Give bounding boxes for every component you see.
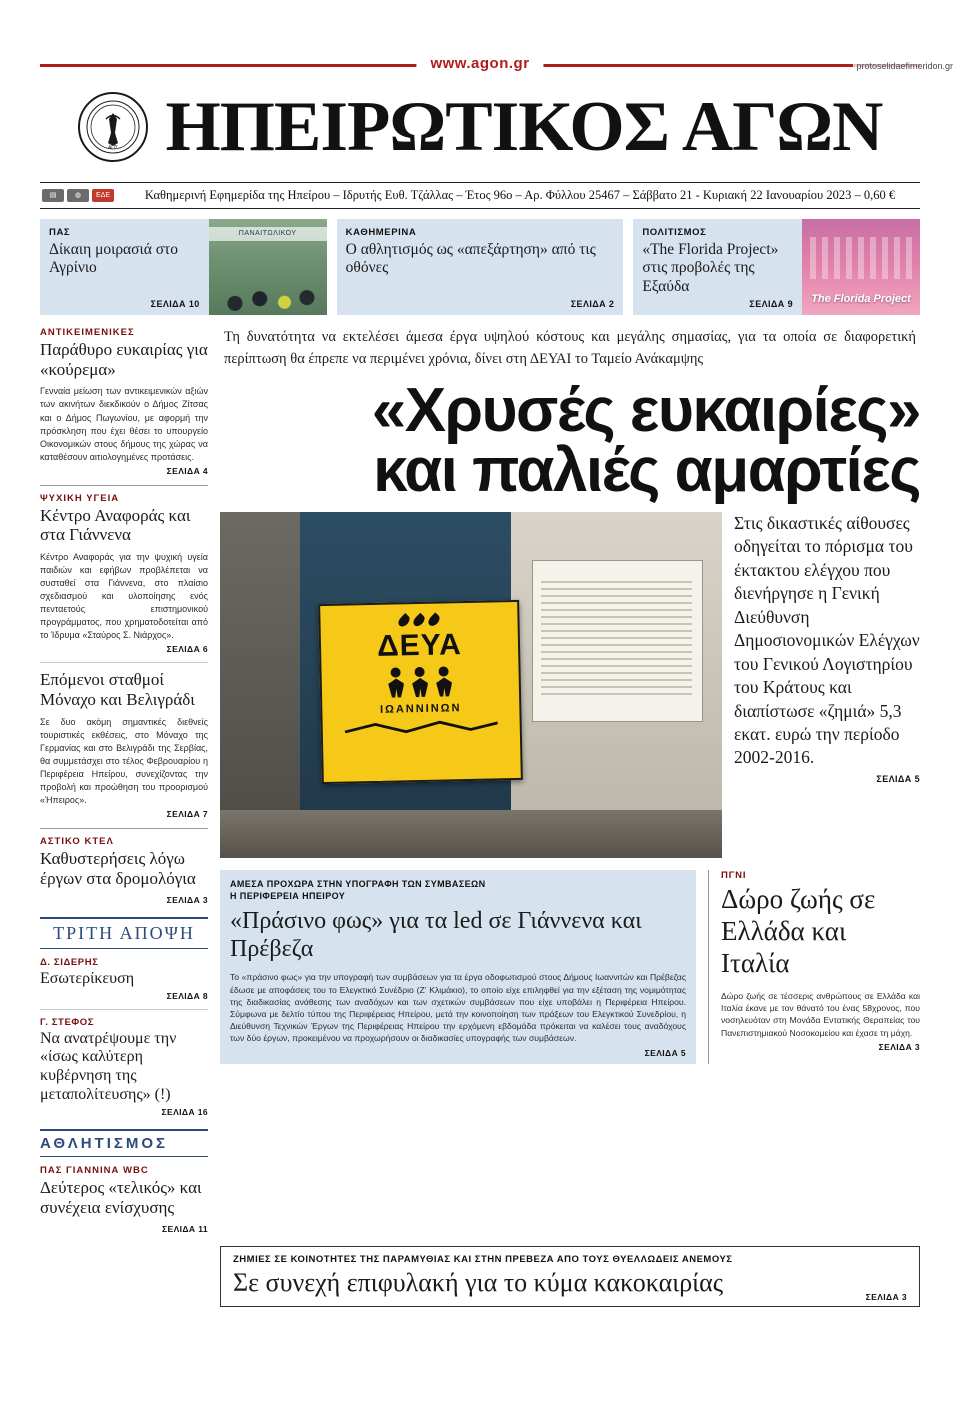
- opinion-author: Γ. ΣΤΕΦΟΣ: [40, 1016, 95, 1028]
- footer-page-ref: ΣΕΛΙΔΑ 3: [865, 1292, 907, 1303]
- led-kicker-line1: ΑΜΕΣΑ ΠΡΟΧΩΡΑ ΣΤΗΝ ΥΠΟΓΡΑΦΗ ΤΩΝ ΣΥΜΒΑΣΕΩΝ: [230, 879, 486, 889]
- teaser-page-ref: ΣΕΛΙΔΑ 9: [749, 299, 794, 309]
- main-content: [40, 327, 920, 1234]
- teaser-page-ref: ΣΕΛΙΔΑ 2: [570, 299, 615, 309]
- lead-photo: [220, 512, 722, 858]
- item-kicker: ΑΝΤΙΚΕΙΜΕΝΙΚΕΣ: [40, 327, 135, 338]
- teaser-row: [40, 219, 920, 315]
- lead-headline: [220, 375, 920, 506]
- teaser-kicker: ΚΑΘΗΜΕΡΙΝΑ: [345, 227, 417, 238]
- divider: [40, 485, 208, 486]
- section-title-sports: ΑΘΛΗΤΙΣΜΟΣ: [40, 1129, 208, 1157]
- opinion-entry-sideris[interactable]: [40, 957, 208, 1001]
- led-story-box[interactable]: [220, 870, 696, 1064]
- footer-headline: Σε συνεχή επιφυλακή για το κύμα κακοκαιρίας: [233, 1267, 724, 1297]
- teaser-page-ref: ΣΕΛΙΔΑ 10: [150, 299, 200, 309]
- wave-icon: [345, 718, 499, 735]
- pgni-body: Δώρο ζωής σε τέσσερις ανθρώπους σε Ελλάδα και Ιταλία έκανε με τον θάνατό του ένας 58χρονος, που νοσηλευόταν στη Μονάδα Εντατικής Θεραπείας του Πανεπιστημιακού Νοσοκομείου και έχασε τη μάχη.: [721, 990, 920, 1038]
- stadium-banner-text: ΠΑΝΑΙΤΩΛΙΚΟΥ: [209, 227, 327, 241]
- opinion-headline: Εσωτερίκευση: [40, 969, 135, 987]
- logo-badge-icon: ΕΔΕ: [92, 189, 114, 202]
- photo-floor: [220, 810, 722, 858]
- teaser-kicker: ΠΑΣ: [49, 227, 71, 238]
- item-headline: Καθυστερήσεις λόγω έργων στα δρομολόγια: [40, 849, 196, 888]
- divider: [40, 1009, 208, 1010]
- section-title-opinion: ΤΡΙΤΗ ΑΠΟΨΗ: [40, 917, 208, 949]
- left-item-psychiki-ygeia[interactable]: [40, 493, 208, 655]
- footer-kicker: ΖΗΜΙΕΣ ΣΕ ΚΟΙΝΟΤΗΤΕΣ ΤΗΣ ΠΑΡΑΜΥΘΙΑΣ ΚΑΙ ΣΤΗΝ ΠΡΕΒΕΖΑ ΑΠΟ ΤΟΥΣ ΘΥΕΛΛΩΔΕΙΣ ΑΝΕΜΟΥΣ: [233, 1253, 733, 1265]
- strapline: [40, 182, 920, 209]
- opinion-page-ref: ΣΕΛΙΔΑ 8: [166, 990, 208, 1001]
- people-icon: [386, 666, 455, 697]
- masthead: [40, 84, 920, 170]
- teaser-kathimerina[interactable]: [337, 219, 624, 315]
- teaser-photo-football: [209, 219, 327, 315]
- lead-sidebar-text: Στις δικαστικές αίθουσες οδηγείται το πόρισμα του έκτακτου ελέγχου που διενήργησε η Γενική Διεύθυνση Δημοσιονομικών Ελέγχων του Γενικού Λογιστηρίου του Κράτους και διαπίστωσε «ζημιά» 5,3 εκατ. ευρώ την περίοδο 2002-2016.: [734, 513, 920, 768]
- divider: [40, 828, 208, 829]
- led-body: Το «πράσινο φως» για την υπογραφή των συμβάσεων για τα έργα οδοφωτισμού στους Δήμους Ιωαννιτών και Πρέβεζας έδωσε με αποφάσεις του το Ελεγκτικό Συνέδριο (Ζ' Κλιμάκιο), το οποίο είχε επιληφθεί για την εξέταση της νομιμότητας της διαδικασίας ανάθεσης των αναδόχων και των σχετικών συμβάσεων που είχε υποβάλει η Περιφέρεια Ηπείρου. Σύμφωνα με δελτίο τύπου της Περιφέρειας Ηπείρου, μετά την κοινοποίηση των πράξεων του Ελεγκτικού Συνεδρίου, η Διεύθυνση Τεχνικών Έργων της Περιφέρειας Ηπείρου την ερχόμενη εβδομάδα πρόκειται να καλέσει τους αναδόχους των δύο έργων, προκειμένου να προχωρήσουν οι διαδικασίες υπογραφής των συμβάσεων.: [230, 972, 686, 1044]
- pgni-kicker: ΠΓΝΙ: [721, 870, 747, 881]
- lead-body: [220, 512, 920, 858]
- item-body: Γενναία μείωση των αντικειμενικών αξιών των ακινήτων διεκδικούν ο Δήμος Ζίτσας και ο Δήμος Πωγωνίου, με αφορμή την πρόσκληση που έχει θέσει το υπουργείο Οικονομικών στους δήμους της χώρας να καταθέσουν αιτιολογημένες προτάσεις.: [40, 386, 208, 462]
- photo-room: [511, 512, 722, 858]
- item-kicker: ΨΥΧΙΚΗ ΥΓΕΙΑ: [40, 492, 120, 504]
- sports-headline: Δεύτερος «τελικός» και συνέχεια ενίσχυσης: [40, 1178, 202, 1217]
- item-headline: Επόμενοι σταθμοί Μόναχο και Βελιγράδι: [40, 670, 195, 710]
- sports-kicker: ΠΑΣ ΓΙΑΝΝΙΝΑ WBC: [40, 1165, 149, 1177]
- bottom-row: [220, 870, 920, 1064]
- website-url[interactable]: www.agon.gr: [416, 55, 543, 72]
- teaser-headline: Ο αθλητισμός ως «απεξάρτηση» από τις οθόνες: [345, 241, 596, 277]
- opinion-headline: Να ανατρέψουμε την «ίσως καλύτερη κυβέρνηση της μεταπολίτευσης» (!): [40, 1029, 177, 1104]
- teaser-headline: Δίκαιη μοιρασιά στο Αγρίνιο: [49, 241, 179, 277]
- item-page-ref: ΣΕΛΙΔΑ 4: [166, 465, 208, 476]
- led-kicker: [230, 878, 686, 902]
- item-page-ref: ΣΕΛΙΔΑ 3: [166, 894, 208, 905]
- deya-sign: [319, 600, 524, 784]
- lead-headline-line1: «Χρυσές ευκαιρίες»: [371, 375, 920, 445]
- teaser-photo-film-poster: [802, 219, 920, 315]
- pgni-story-box[interactable]: [708, 870, 920, 1064]
- pgni-headline: Δώρο ζωής σε Ελλάδα και Ιταλία: [721, 884, 876, 978]
- strapline-icons: [42, 189, 114, 202]
- svg-text:ΑΠΣ: ΑΠΣ: [107, 145, 118, 151]
- newspaper-front-page: [0, 55, 960, 1416]
- left-item-antikeimenikes[interactable]: [40, 327, 208, 476]
- led-headline: «Πράσινο φως» για τα led σε Γιάννενα και Πρέβεζα: [230, 908, 642, 962]
- opinion-entry-stefos[interactable]: [40, 1017, 208, 1118]
- film-poster-title: The Florida Project: [811, 293, 911, 305]
- led-page-ref: ΣΕΛΙΔΑ 5: [644, 1047, 686, 1058]
- lead-intro: Τη δυνατότητα να εκτελέσει άμεσα έργα υψηλού κόστους και μεγάλης σημασίας, για τα οποία σε διαφορετική περίπτωση θα έπρεπε να περιμένει χρόνια, δίνει στη ΔΕΥΑΙ το Ταμείο Ανάκαμψης: [224, 329, 916, 367]
- opinion-page-ref: ΣΕΛΙΔΑ 16: [161, 1107, 208, 1118]
- pgni-page-ref: ΣΕΛΙΔΑ 3: [878, 1042, 920, 1053]
- led-kicker-line2: Η ΠΕΡΙΦΕΡΕΙΑ ΗΠΕΙΡΟΥ: [230, 891, 346, 902]
- item-headline: Κέντρο Αναφοράς και στα Γιάννενα: [40, 505, 191, 545]
- newspaper-emblem-icon: [78, 92, 148, 162]
- item-body: Κέντρο Αναφοράς για την ψυχική υγεία παιδιών και εφήβων προβλέπεται να συσταθεί στα Γιάννενα, στο πλαίσιο σχεδιασμού και υλοποίησης ενός πενταετούς επιστημονικού προγράμματος, που χρηματοδοτείται από το Ίδρυμα «Σταύρος Σ. Νιάρχος».: [40, 552, 208, 641]
- newspaper-icon: ▤: [42, 189, 64, 202]
- left-column: [40, 327, 208, 1234]
- item-page-ref: ΣΕΛΙΔΑ 7: [166, 809, 208, 820]
- lead-sidebar: [734, 512, 920, 858]
- sports-page-ref: ΣΕΛΙΔΑ 11: [162, 1223, 208, 1234]
- item-kicker: ΑΣΤΙΚΟ ΚΤΕΛ: [40, 836, 114, 848]
- divider: [40, 662, 208, 663]
- page-title: ΗΠΕΙΡΩΤΙΚΟΣ ΑΓΩΝ: [165, 87, 883, 166]
- sign-brand: ΔΕΥΑ: [377, 628, 463, 663]
- footer-banner[interactable]: [220, 1246, 920, 1308]
- top-rule-with-url: [40, 55, 920, 72]
- item-headline: Παράθυρο ευκαιρίας για «κούρεμα»: [40, 340, 208, 379]
- right-column: [220, 327, 920, 1234]
- watermark: protoselidaefimeridon.gr: [853, 60, 956, 72]
- teaser-kicker: ΠΟΛΙΤΙΣΜΟΣ: [642, 227, 707, 238]
- teaser-politismos[interactable]: [633, 219, 920, 315]
- sign-city: ΙΩΑΝΝΙΝΩΝ: [380, 702, 463, 716]
- opinion-author: Δ. ΣΙΔΕΡΗΣ: [40, 956, 99, 968]
- item-body: Σε δυο ακόμη σημαντικές διεθνείς τουριστικές εκθέσεις, στο Μόναχο της Γερμανίας και στο Βελιγράδι της Σερβίας, θα συμμετάσχει στο τέλος Φεβρουαρίου η Περιφέρεια Ηπείρου, συνεχίζοντας την προβολή και προώθηση του προορισμού «Ήπειρος».: [40, 716, 208, 806]
- lead-sidebar-page-ref: ΣΕΛΙΔΑ 5: [876, 773, 920, 784]
- teaser-headline: «The Florida Project» στις προβολές της Εξαύδα: [642, 241, 779, 295]
- left-item-epomenoi-stathmoi[interactable]: [40, 670, 208, 819]
- globe-icon: ◍: [67, 189, 89, 202]
- teaser-pas[interactable]: [40, 219, 327, 315]
- lead-headline-line2: και παλιές αμαρτίες: [373, 436, 920, 506]
- left-item-astiko-ktel[interactable]: [40, 836, 208, 904]
- water-drop-icon: [400, 614, 439, 628]
- item-page-ref: ΣΕΛΙΔΑ 6: [166, 644, 208, 655]
- sports-item[interactable]: [40, 1165, 208, 1233]
- strapline-text: Καθημερινή Εφημερίδα της Ηπείρου – Ιδρυτής Ευθ. Τζάλλας – Έτος 96ο – Αρ. Φύλλου 25467 – Σάββατο 21 - Κυριακή 22 Ιανουαρίου 2023 – 0,60 €: [144, 188, 896, 202]
